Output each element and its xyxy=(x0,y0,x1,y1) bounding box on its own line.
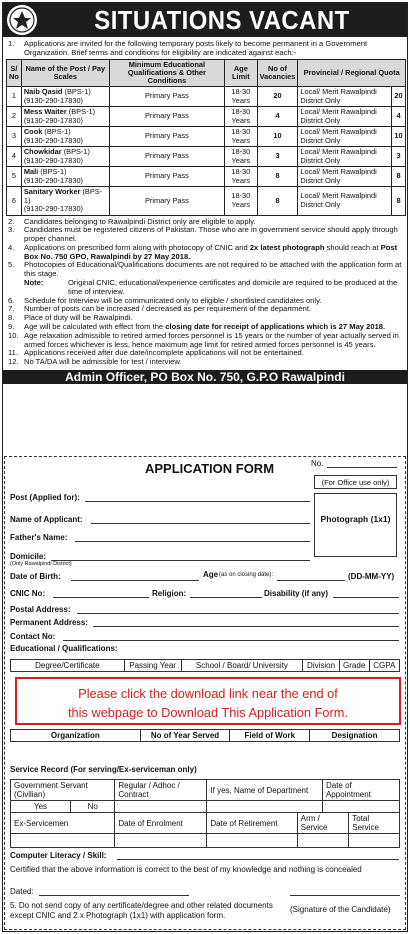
table-row xyxy=(7,87,406,107)
dated-label: Dated: xyxy=(10,887,34,896)
date-format: (DD-MM-YY) xyxy=(348,572,395,581)
download-notice-line-1: Please click the download link near the end of xyxy=(78,686,338,701)
computer-field[interactable] xyxy=(117,859,399,860)
form-no-label: No. xyxy=(311,459,324,468)
row-quota-number: 20 xyxy=(392,87,406,107)
table-row xyxy=(7,147,406,167)
header-qualification: Minimum Educational Qualifications & Other Conditions xyxy=(109,60,224,87)
row-age: 18-30 Years xyxy=(225,167,258,187)
row-age: 18-30 Years xyxy=(225,107,258,127)
row-quota: Local/ Merit Rawalpindi District Only xyxy=(298,87,392,107)
row-qualification: Primary Pass xyxy=(109,187,224,216)
row-qualification: Primary Pass xyxy=(109,147,224,167)
edu-col-year: Passing Year xyxy=(124,660,181,672)
page-title: SITUATIONS VACANT xyxy=(94,4,350,35)
religion-label: Religion: xyxy=(152,589,187,598)
row-quota-number: 8 xyxy=(392,187,406,216)
cnic-field[interactable] xyxy=(53,597,149,598)
row-age: 18-30 Years xyxy=(225,147,258,167)
computer-label: Computer Literacy / Skill: xyxy=(10,851,107,860)
row-sno: 2 xyxy=(7,107,22,127)
edu-col-grade: Grade xyxy=(339,660,369,672)
row-qualification: Primary Pass xyxy=(109,107,224,127)
signature-label: (Signature of the Candidate) xyxy=(290,905,391,914)
edu-col-degree: Degree/Certificate xyxy=(11,660,125,672)
certify-text: Certified that the above information is correct to the best of my knowledge and nothing is concealed xyxy=(10,865,362,874)
exp-col-field: Field of Work xyxy=(230,730,310,742)
header-vacancies: No of Vacancies xyxy=(257,60,298,87)
note-9: 9. Age will be calculated with effect from the closing date for receipt of applications which is 27 May 2018. xyxy=(8,322,386,332)
admin-address-bar: Admin Officer, PO Box No. 750, G.P.O Rawalpindi xyxy=(3,370,407,384)
cnic-label: CNIC No: xyxy=(10,589,46,598)
row-post: Mess Waiter (BPS-1) (9130-290-17830) xyxy=(21,107,109,127)
exp-col-organization: Organization xyxy=(11,730,141,742)
name-field[interactable] xyxy=(91,523,310,524)
svc-retirement: Date of Retirement xyxy=(207,813,297,834)
row-post: Chowkidar (BPS-1) (9130-290-17830) xyxy=(21,147,109,167)
table-row xyxy=(7,107,406,127)
edu-col-cgpa: CGPA xyxy=(369,660,400,672)
row-quota-number: 4 xyxy=(392,107,406,127)
father-field[interactable] xyxy=(75,541,310,542)
age-field[interactable] xyxy=(277,580,345,581)
office-use-box: (For Office use only) xyxy=(314,475,397,489)
permanent-field[interactable] xyxy=(93,626,399,627)
row-quota-number: 3 xyxy=(392,147,406,167)
note-7: 7. Number of posts can be increased / decreased as per requirement of the department. xyxy=(8,304,312,314)
signature-field[interactable] xyxy=(290,895,400,896)
form-title: APPLICATION FORM xyxy=(145,461,275,476)
experience-table xyxy=(10,729,400,742)
row-vacancies: 3 xyxy=(257,147,298,167)
exp-col-designation: Designation xyxy=(310,730,400,742)
download-notice-line-2: this webpage to Download This Application Form. xyxy=(67,705,349,720)
row-quota-number: 8 xyxy=(392,167,406,187)
header-sno: S/ No xyxy=(7,60,22,87)
permanent-label: Permanent Address: xyxy=(10,618,88,627)
domicile-field[interactable] xyxy=(51,560,310,561)
post-field[interactable] xyxy=(85,501,310,502)
svc-ex-servicemen: Ex-Servicemen xyxy=(11,813,115,834)
svc-total: Total Service xyxy=(349,813,400,834)
row-qualification: Primary Pass xyxy=(109,127,224,147)
contact-label: Contact No: xyxy=(10,632,56,641)
religion-field[interactable] xyxy=(190,597,262,598)
header-banner xyxy=(3,3,407,37)
row-post: Sanitary Worker (BPS-1) (9130-290-17830) xyxy=(21,187,109,216)
dob-field[interactable] xyxy=(71,580,199,581)
row-vacancies: 20 xyxy=(257,87,298,107)
age-note: (as on closing date): xyxy=(219,572,274,578)
notes-list xyxy=(3,218,407,368)
row-quota: Local/ Merit Rawalpindi District Only xyxy=(298,147,392,167)
row-qualification: Primary Pass xyxy=(109,87,224,107)
note-12: 12. No TA/DA will be admissible for test / interview. xyxy=(8,357,182,367)
edu-col-division: Division xyxy=(303,660,340,672)
row-sno: 1 xyxy=(7,87,22,107)
row-sno: 5 xyxy=(7,167,22,187)
row-sno: 3 xyxy=(7,127,22,147)
note-11: 11. Applications received after due date/incomplete applications will not be entertained. xyxy=(8,348,304,358)
svc-no[interactable]: No xyxy=(71,801,115,813)
domicile-label: Domicile: xyxy=(10,552,47,561)
note-10: 10. Age relaxation admissible to retired armed forces personnel is 15 years or the number of year actually served in armed forces whichever is less, hence maximum age limit for retired armed forces personnel is 45 years. xyxy=(8,330,399,349)
intro-paragraph: 1. Applications are invited for the following temporary posts likely to become permanent in a Government Organization. Brief terms and conditions for eligibility are indicated against each:- xyxy=(8,39,368,57)
contact-field[interactable] xyxy=(63,640,399,641)
row-quota: Local/ Merit Rawalpindi District Only xyxy=(298,107,392,127)
row-sno: 6 xyxy=(7,187,22,216)
photograph-box: Photograph (1x1) xyxy=(314,493,397,557)
vacancy-table xyxy=(6,59,406,216)
download-notice-banner[interactable] xyxy=(15,677,401,725)
row-vacancies: 8 xyxy=(257,187,298,216)
row-vacancies: 8 xyxy=(257,167,298,187)
disability-label: Disability (if any) xyxy=(264,589,329,598)
table-row xyxy=(7,187,406,216)
row-post: Cook (BPS-1) (9130-290-17830) xyxy=(21,127,109,147)
application-form xyxy=(4,456,406,930)
dob-label: Date of Birth: xyxy=(10,572,61,581)
row-age: 18-30 Years xyxy=(225,127,258,147)
father-label: Father's Name: xyxy=(10,533,68,542)
disability-field[interactable] xyxy=(333,597,399,598)
age-label: Age xyxy=(203,570,219,579)
row-post: Naib Qasid (BPS-1) (9130-290-17830) xyxy=(21,87,109,107)
header-quota: Provincial / Regional Quota xyxy=(298,60,406,87)
svc-arm: Arm / Service xyxy=(297,813,348,834)
table-row xyxy=(7,167,406,187)
note-sub: Note: Original CNIC, educational/experience certificates and domicile are required to be produced at the time of interview. xyxy=(24,278,398,296)
postal-field[interactable] xyxy=(77,613,399,614)
footnote: 5. Do not send copy of any certificate/degree and other related documents except CNIC and 2 x Photograph (1x1) with application form. xyxy=(10,901,273,920)
header-age: Age Limit xyxy=(225,60,258,87)
svc-yes[interactable]: Yes xyxy=(11,801,71,813)
row-quota-number: 10 xyxy=(392,127,406,147)
dated-field[interactable] xyxy=(39,895,189,896)
note-4: 4. Applications on prescribed form along with photocopy of CNIC and 2x latest photograph should reach at Post Box No. 750 GPO, Rawalpindi by 27 May 2018. xyxy=(8,242,398,261)
name-label: Name of Applicant: xyxy=(10,515,83,524)
header-post: Name of the Post / Pay Scales xyxy=(21,60,109,87)
row-qualification: Primary Pass xyxy=(109,167,224,187)
postal-label: Postal Address: xyxy=(10,605,71,614)
row-quota: Local/ Merit Rawalpindi District Only xyxy=(298,127,392,147)
exp-col-years: No of Year Served xyxy=(140,730,230,742)
note-5: 5. Photocopies of Educational/Qualifications documents are not required to be attached with the application form at this stage. xyxy=(8,260,402,279)
svc-govt-servant: Government Servant (Civilian) xyxy=(11,780,115,801)
row-age: 18-30 Years xyxy=(225,87,258,107)
svc-appointment: Date of Appointment xyxy=(322,780,399,801)
education-label: Educational / Qualifications: xyxy=(10,644,118,653)
row-post: Mali (BPS-1) (9130-290-17830) xyxy=(21,167,109,187)
row-sno: 4 xyxy=(7,147,22,167)
table-row xyxy=(7,127,406,147)
row-vacancies: 4 xyxy=(257,107,298,127)
row-vacancies: 10 xyxy=(257,127,298,147)
note-3: 3. Candidates must be registered citizens of Pakistan. Those who are in government service should apply through proper channel. xyxy=(8,225,398,244)
edu-col-university: School / Board/ University xyxy=(181,660,303,672)
army-emblem-icon xyxy=(7,5,37,35)
education-table xyxy=(10,659,400,672)
service-label: Service Record (For serving/Ex-serviceman only) xyxy=(10,765,197,774)
note-8: 8. Place of duty will be Rawalpindi. xyxy=(8,313,133,323)
svc-enrolment: Date of Enrolment xyxy=(115,813,207,834)
row-quota: Local/ Merit Rawalpindi District Only xyxy=(298,167,392,187)
domicile-note: (Only Rawalpindi District) xyxy=(10,561,72,567)
service-table xyxy=(10,779,400,848)
row-quota: Local/ Merit Rawalpindi District Only xyxy=(298,187,392,216)
svc-department: If yes, Name of Department xyxy=(207,780,323,801)
post-label: Post (Applied for): xyxy=(10,493,80,502)
svc-regular: Regular / Adhoc / Contract xyxy=(115,780,207,801)
note-6: 6. Schedule for Interview will be communicated only to eligible / shortlisted candidates only. xyxy=(8,295,322,305)
note-2: 2. Candidates belonging to Rawalpindi District only are eligible to apply. xyxy=(8,216,256,226)
row-age: 18-30 Years xyxy=(225,187,258,216)
